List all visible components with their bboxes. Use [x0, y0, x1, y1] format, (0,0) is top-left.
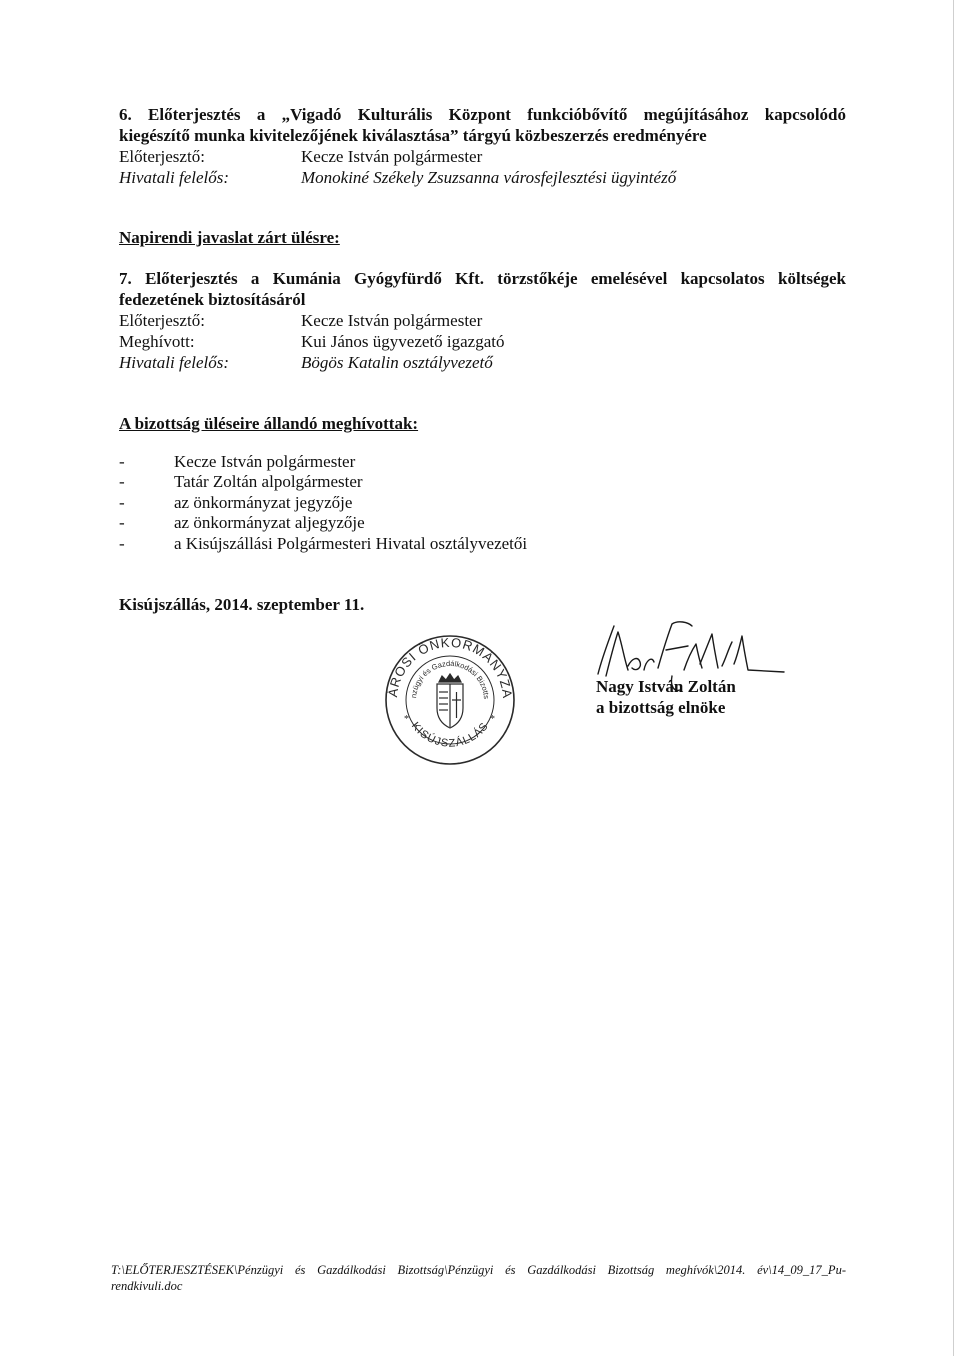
invited-value: Kui János ügyvezető igazgató	[301, 332, 505, 351]
list-bullet: -	[119, 472, 125, 491]
officer-value: Bögös Katalin osztályvezető	[301, 353, 493, 372]
item7-title-line1: 7. Előterjesztés a Kumánia Gyógyfürdő Kft. törzstőkéje emelésével kapcsolatos költségek	[119, 269, 846, 288]
list-bullet: -	[119, 452, 125, 471]
list-item: Kecze István polgármester	[174, 452, 356, 471]
officer-value: Monokiné Székely Zsuzsanna városfejlesztési ügyintéző	[301, 168, 677, 187]
list-bullet: -	[119, 513, 125, 532]
stamp-seal-icon	[382, 632, 518, 768]
signatory-role: a bizottság elnöke	[596, 698, 726, 717]
coat-of-arms-icon	[437, 674, 463, 728]
presenter-label: Előterjesztő:	[119, 311, 205, 330]
officer-label: Hivatali felelős:	[119, 353, 230, 372]
place-date: Kisújszállás, 2014. szeptember 11.	[119, 595, 365, 614]
item7-title-line2: fedezetének biztosításáról	[119, 290, 306, 309]
signatory-name: Nagy István Zoltán	[596, 677, 736, 696]
list-item: Tatár Zoltán alpolgármester	[174, 472, 363, 491]
svg-text:*: *	[404, 714, 409, 725]
presenter-label: Előterjesztő:	[119, 147, 205, 166]
svg-text:VÁROSI ÖNKORMÁNYZAT: ÁROSI ÖNKORMÁNYZA	[384, 634, 516, 699]
item6-title-line1: 6. Előterjesztés a „Vigadó Kulturális Központ funkcióbővítő megújításához kapcsolódó	[119, 105, 846, 124]
footer-file-path-line1: T:\ELŐTERJESZTÉSEK\Pénzügyi és Gazdálkodási Bizottság\Pénzügyi és Gazdálkodási Bizottság meghívók\2014. év\14_09_17_Pu-	[111, 1263, 846, 1277]
svg-text:Pénzügyi és Gazdálkodási Bizot: nzügyi és Gazdálkodási Bizotts	[409, 658, 492, 700]
invited-label: Meghívott:	[119, 332, 195, 351]
footer-file-path-line2: rendkivuli.doc	[111, 1279, 183, 1293]
scan-edge-line	[953, 0, 954, 1356]
svg-text:*: *	[490, 714, 495, 725]
item6-title-line2: kiegészítő munka kivitelezőjének kiválasztása” tárgyú közbeszerzés eredményére	[119, 126, 707, 145]
permanent-invitees-heading: A bizottság üléseire állandó meghívottak:	[119, 414, 419, 433]
list-item: az önkormányzat jegyzője	[174, 493, 353, 512]
list-bullet: -	[119, 534, 125, 553]
presenter-value: Kecze István polgármester	[301, 147, 483, 166]
official-stamp	[382, 632, 518, 768]
list-item: az önkormányzat aljegyzője	[174, 513, 365, 532]
svg-text:KISÚJSZÁLLÁS: KISÚJSZÁLLÁS	[408, 720, 492, 750]
officer-label: Hivatali felelős:	[119, 168, 230, 187]
list-item: a Kisújszállási Polgármesteri Hivatal osztályvezetői	[174, 534, 528, 553]
presenter-value: Kecze István polgármester	[301, 311, 483, 330]
list-bullet: -	[119, 493, 125, 512]
closed-session-heading: Napirendi javaslat zárt ülésre:	[119, 228, 340, 247]
